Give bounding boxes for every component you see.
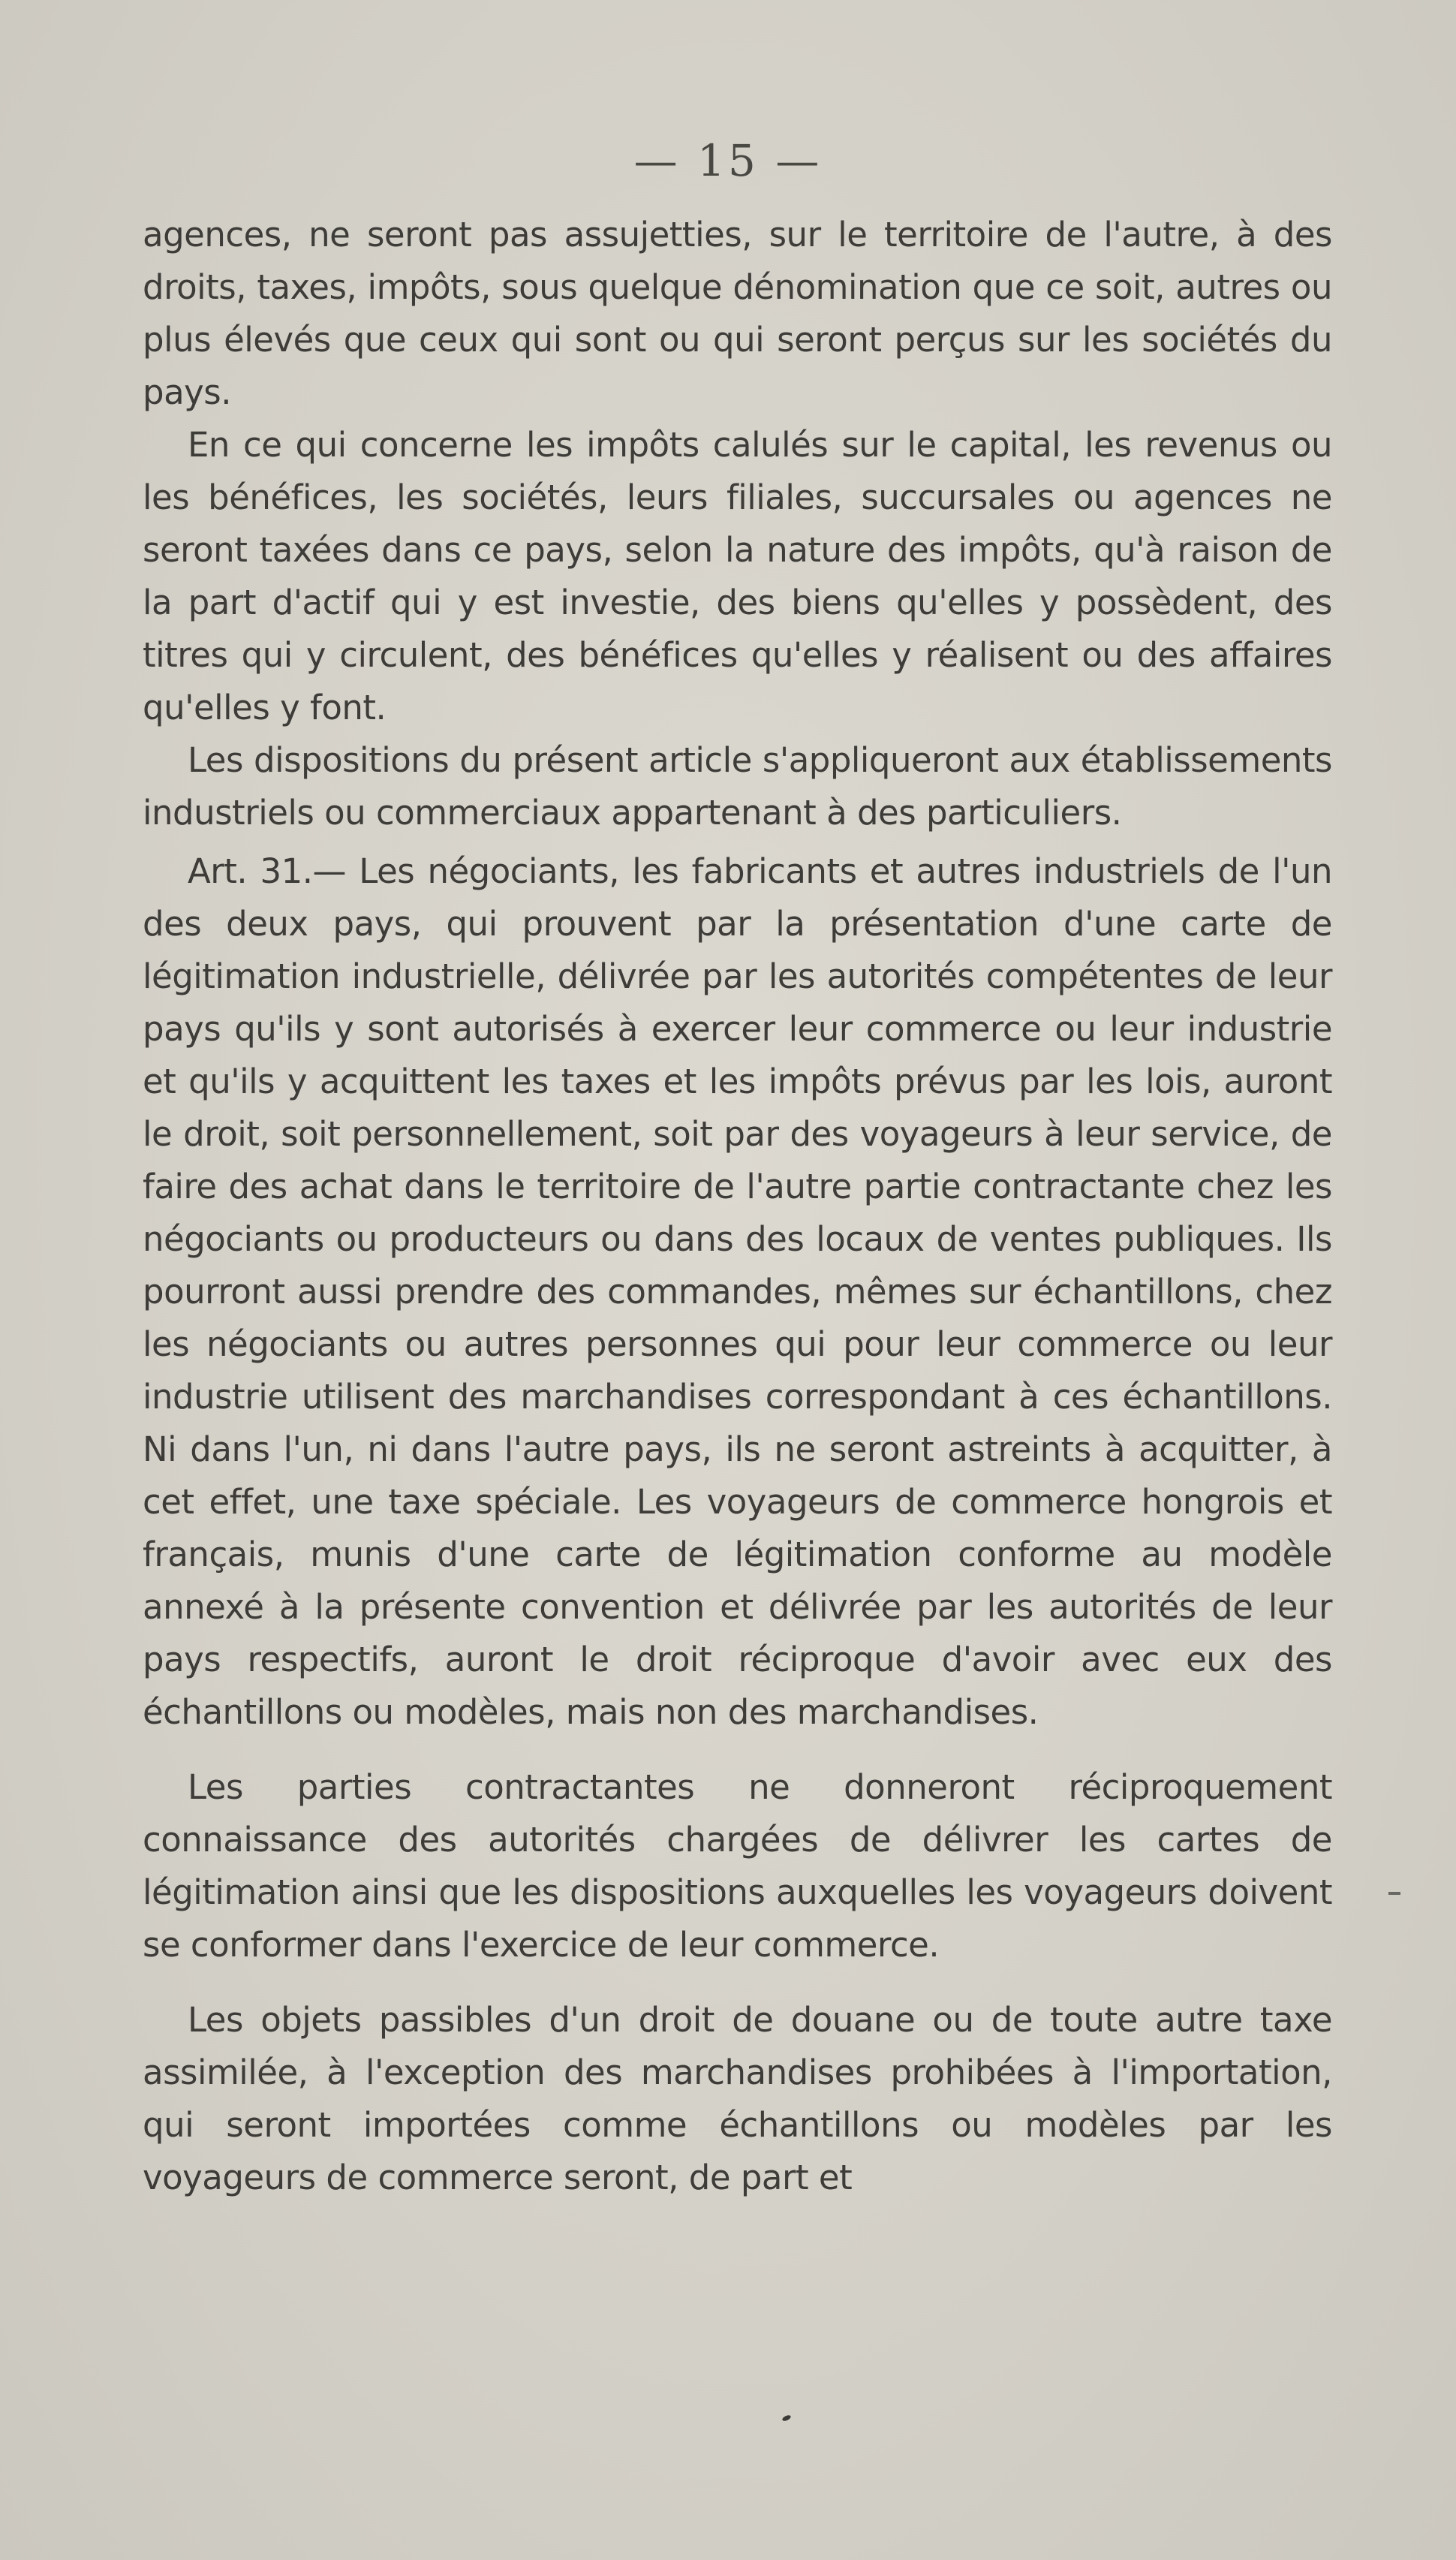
page-number: — 15 — xyxy=(633,135,823,186)
ink-speck xyxy=(781,2414,791,2423)
paragraph-6: Les objets passibles d'un droit de douane ou de toute autre taxe assimilée, à l'exception des marchandises prohibées à l'importation, qui seront importées comme échantillons ou modèles par les voyageurs de commerce seront, de part et xyxy=(143,2000,1332,2197)
paragraph-5: Les parties contractantes ne donneront réciproquement connaissance des autorités chargées de délivrer les cartes de légitimation ainsi que les dispositions auxquelles les voyageurs doivent se conformer dans l'exercice de leur commerce. xyxy=(143,1767,1332,1965)
paragraph-article-31: Art. 31.— Les négociants, les fabricants et autres industriels de l'un des deux pays, qui prouvent par la présentation d'une carte de légitimation industrielle, délivrée par les autorités compétentes de leur pays qu'ils y sont autorisés à exercer leur commerce ou leur industrie et qu'ils y acquittent les taxes et les impôts prévus par les lois, auront le droit, soit personnellement, soit par des voyageurs à leur service, de faire des achat dans le territoire de l'autre partie contractante chez les négociants ou producteurs ou dans des locaux de ventes publiques. Ils pourront aussi prendre des commandes, mêmes sur échantillons, chez les négociants ou autres personnes qui pour leur commerce ou leur industrie utilisent des marchandises correspondant à ces échantillons. Ni dans l'un, ni dans l'autre pays, ils ne seront astreints à acquitter, à cet effet, une taxe spéciale. Les voyageurs de commerce hongrois et français, munis d'une carte de légitimation conforme au modèle annexé à la présente convention et délivrée par les autorités de leur pays respectifs, auront le droit réciproque d'avoir avec eux des échantillons ou modèles, mais non des marchandises. xyxy=(143,851,1332,1732)
paragraph-1: agences, ne seront pas assujetties, sur le territoire de l'autre, à des droits, taxes, impôts, sous quelque dénomination que ce soit, autres ou plus élevés que ceux qui sont ou qui seront perçus sur les sociétés du pays. xyxy=(143,215,1332,412)
margin-mark xyxy=(1388,1892,1400,1895)
body-text xyxy=(143,209,1332,2204)
paragraph-3: Les dispositions du présent article s'appliqueront aux établissements industriels ou commerciaux appartenant à des particuliers. xyxy=(143,740,1332,833)
paragraph-2: En ce qui concerne les impôts calulés sur le capital, les revenus ou les bénéfices, les sociétés, leurs filiales, succursales ou agences ne seront taxées dans ce pays, selon la nature des impôts, qu'à raison de la part d'actif qui y est investie, des biens qu'elles y possèdent, des titres qui y circulent, des bénéfices qu'elles y réalisent ou des affaires qu'elles y font. xyxy=(143,425,1332,727)
